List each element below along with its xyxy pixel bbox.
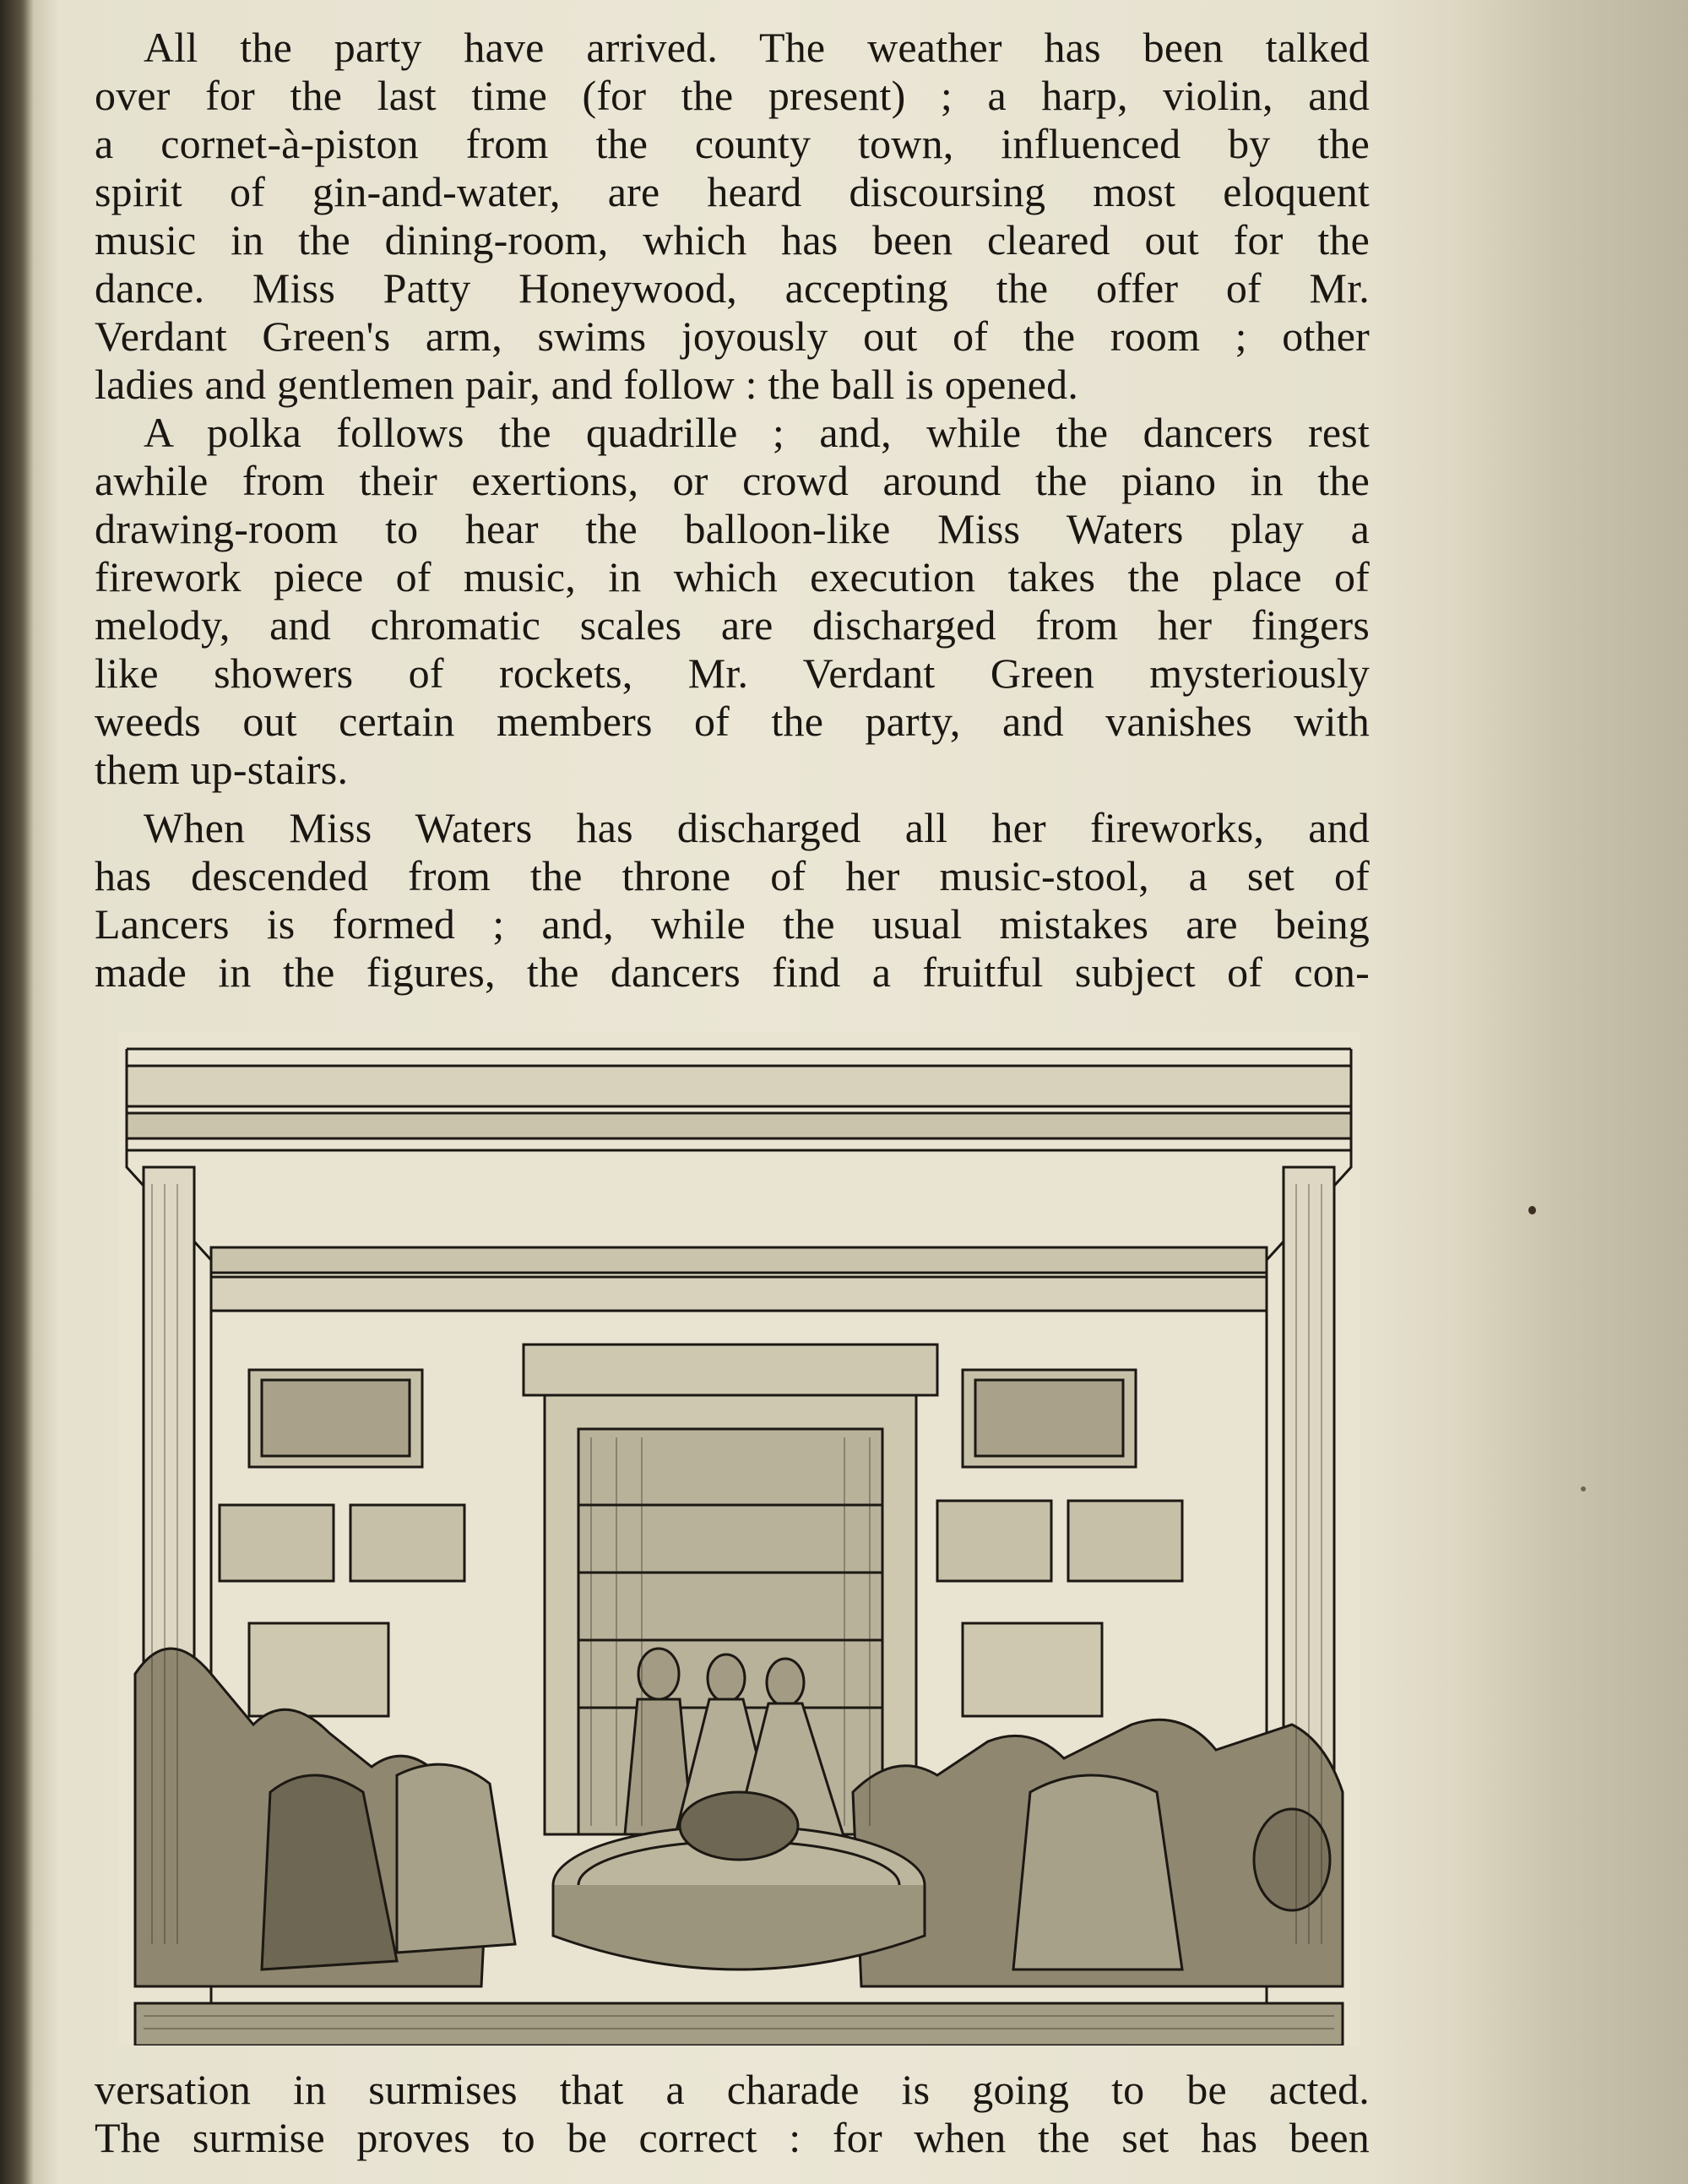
- ink-speck: [1528, 1206, 1536, 1214]
- text-line: versation in surmises that a charade is going to be acted.: [95, 2066, 1370, 2113]
- text-line: ladies and gentlemen pair, and follow : the ball is opened.: [95, 361, 1079, 408]
- door-pediment: [524, 1345, 937, 1395]
- text-line: weeds out certain members of the party, and vanishes with: [95, 698, 1370, 745]
- text-line: music in the dining-room, which has been cleared out for the: [95, 216, 1370, 263]
- painting-lower-left-1: [220, 1505, 334, 1581]
- text-line: A polka follows the quadrille ; and, while the dancers rest: [144, 409, 1370, 456]
- ink-speck: [1581, 1486, 1586, 1491]
- painting-lower-right-1: [937, 1501, 1051, 1581]
- dancer-figure: [638, 1649, 679, 1699]
- text-line: made in the figures, the dancers find a fruitful subject of con-: [95, 948, 1370, 996]
- drawing-room-engraving: [118, 1032, 1360, 2045]
- text-line: a cornet-à-piston from the county town, influenced by the: [95, 120, 1370, 167]
- text-line: melody, and chromatic scales are discharged from her fingers: [95, 601, 1370, 649]
- painting-lower-left-2: [350, 1505, 464, 1581]
- dancer-figure: [708, 1654, 745, 1702]
- page-edge-shading: [1452, 0, 1688, 2184]
- text-line: drawing-room to hear the balloon-like Miss Waters play a: [95, 505, 1370, 552]
- painting-lower-right-2: [1068, 1501, 1182, 1581]
- text-line: Verdant Green's arm, swims joyously out of the room ; other: [95, 312, 1370, 360]
- text-line: over for the last time (for the present) ; a harp, violin, and: [95, 72, 1370, 119]
- cornice-band-upper: [127, 1066, 1351, 1106]
- flower-arrangement: [680, 1792, 798, 1860]
- book-binding-shadow: [0, 0, 34, 2184]
- left-mantel: [249, 1623, 388, 1716]
- cornice-band-dentils: [127, 1113, 1351, 1138]
- text-line: Lancers is formed ; and, while the usual mistakes are being: [95, 900, 1370, 948]
- text-line: them up-stairs.: [95, 746, 349, 793]
- text-line: has descended from the throne of her music-stool, a set of: [95, 852, 1370, 899]
- floor: [135, 2003, 1343, 2045]
- text-line: like showers of rockets, Mr. Verdant Green mysteriously: [95, 649, 1370, 697]
- text-line: firework piece of music, in which execution takes the place of: [95, 553, 1370, 600]
- text-line: spirit of gin-and-water, are heard discoursing most eloquent: [95, 168, 1370, 215]
- text-line: All the party have arrived. The weather has been talked: [144, 24, 1370, 71]
- urn: [1254, 1809, 1330, 1910]
- text-line: awhile from their exertions, or crowd around the piano in the: [95, 457, 1370, 504]
- text-line: When Miss Waters has discharged all her fireworks, and: [144, 804, 1370, 851]
- text-line: The surmise proves to be correct : for when the set has been: [95, 2114, 1370, 2161]
- back-cornice: [211, 1247, 1267, 1273]
- right-mantel: [963, 1623, 1102, 1716]
- dancer-figure: [767, 1659, 804, 1706]
- text-line: dance. Miss Patty Honeywood, accepting the offer of Mr.: [95, 264, 1370, 312]
